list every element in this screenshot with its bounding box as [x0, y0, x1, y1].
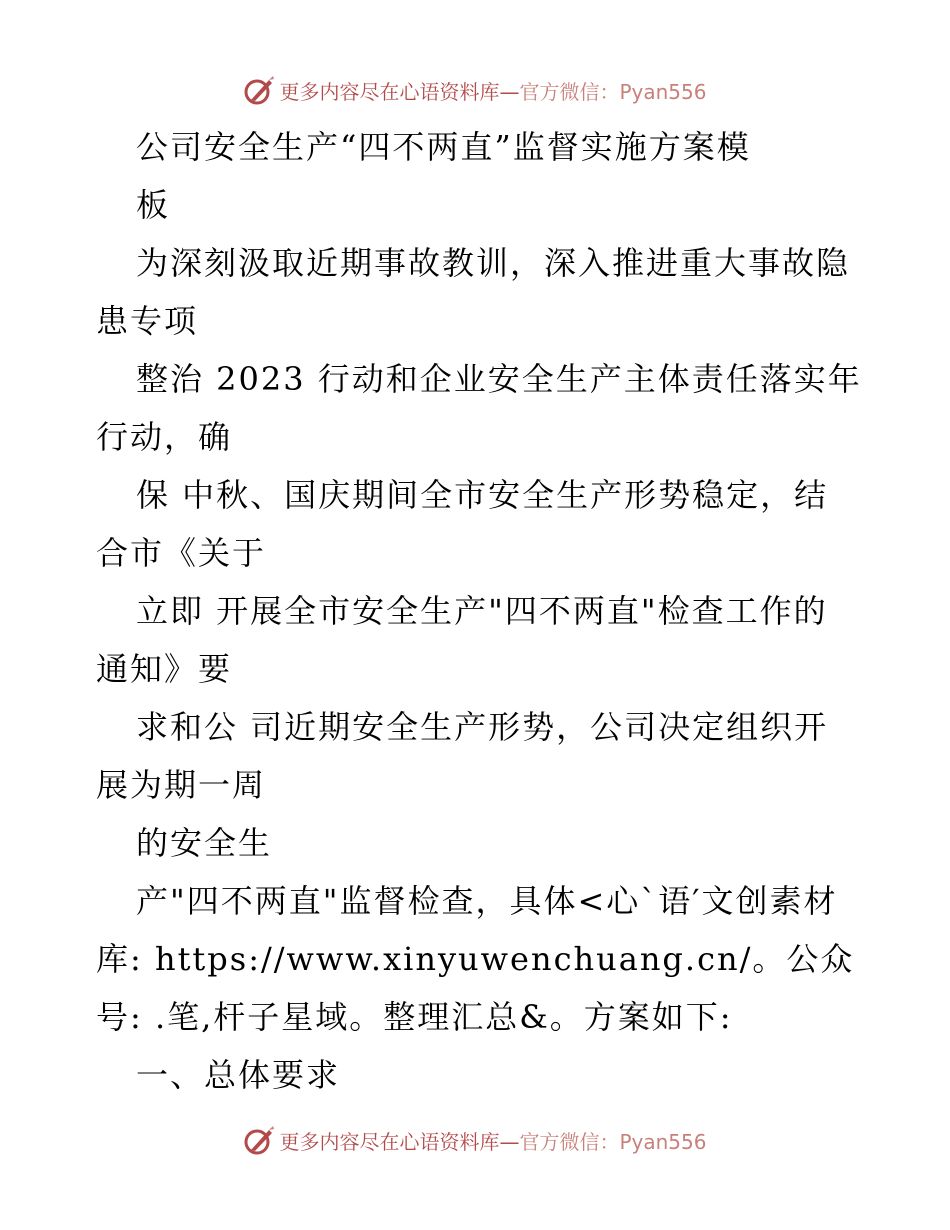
header-watermark-text: 更多内容尽在心语资料库—官方微信：Pyan556 — [279, 79, 707, 104]
text-line: 行动，确 — [96, 418, 233, 456]
text-line: 公司安全生产“四不两直”监督实施方案模 — [136, 128, 751, 166]
quill-logo-icon — [243, 74, 275, 106]
text-line: 求和公 司近期安全生产形势，公司决定组织开 — [136, 708, 829, 746]
text-line: 保 中秋、国庆期间全市安全生产形势稳定，结 — [136, 476, 829, 514]
header-watermark-banner — [0, 70, 950, 110]
quill-logo-icon — [243, 1124, 275, 1156]
text-line: 立即 开展全市安全生产"四不两直"检查工作的 — [136, 592, 828, 630]
text-line: 板 — [136, 186, 171, 224]
footer-watermark-banner — [0, 1120, 950, 1160]
text-line: 患专项 — [96, 302, 199, 340]
document-body — [96, 118, 866, 1104]
text-line: 号: .笔,杆子星域。整理汇总&。方案如下: — [96, 998, 733, 1036]
text-line: 一、总体要求 — [136, 1056, 341, 1094]
text-line: 为深刻汲取近期事故教训，深入推进重大事故隐 — [136, 244, 851, 282]
text-line: 合市《关于 — [96, 534, 267, 572]
text-line: 产"四不两直"监督检查，具体<心`语′文创素材 — [136, 882, 838, 920]
footer-watermark-text: 更多内容尽在心语资料库—官方微信：Pyan556 — [279, 1129, 707, 1154]
text-line: 展为期一周 — [96, 766, 267, 804]
text-line: 的安全生 — [136, 824, 273, 862]
text-line: 整治 2023 行动和企业安全生产主体责任落实年 — [136, 360, 862, 398]
text-line: 库: https://www.xinyuwenchuang.cn/。公众 — [96, 940, 855, 978]
text-line: 通知》要 — [96, 650, 233, 688]
